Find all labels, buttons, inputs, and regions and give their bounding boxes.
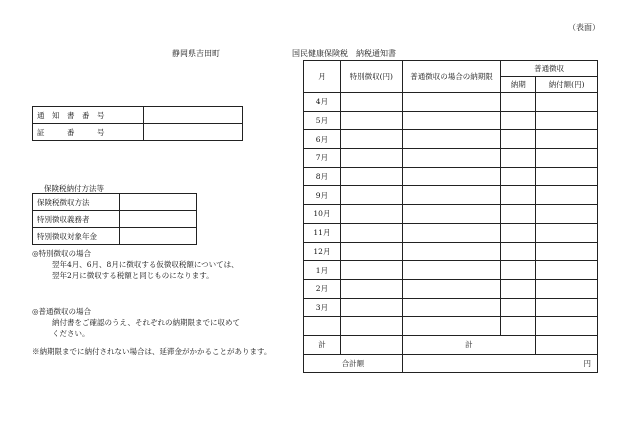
deadline-cell — [402, 279, 501, 298]
month-cell: 7月 — [304, 149, 341, 168]
special-amount-cell — [340, 167, 402, 186]
deadline-cell — [402, 93, 501, 112]
method-heading: 保険税納付方法等 — [44, 184, 104, 193]
term-cell — [501, 130, 536, 149]
term-cell — [501, 93, 536, 112]
deadline-cell — [402, 261, 501, 280]
side-label: （表面） — [568, 23, 600, 32]
collection-method-label: 保険税徴収方法 — [33, 194, 120, 211]
certificate-number-label: 証 番 号 — [33, 124, 144, 141]
payment-method-table — [32, 193, 197, 245]
deadline-cell — [402, 298, 501, 317]
document-title: 国民健康保険税 納税通知書 — [292, 49, 396, 58]
term-cell — [501, 149, 536, 168]
payment-schedule-table — [303, 60, 598, 373]
month-cell: 11月 — [304, 223, 341, 242]
deadline-cell — [402, 223, 501, 242]
term-cell — [501, 317, 536, 336]
amount-cell — [536, 93, 598, 112]
special-amount-cell — [340, 317, 402, 336]
amount-cell — [536, 167, 598, 186]
month-cell: 3月 — [304, 298, 341, 317]
amount-cell — [536, 111, 598, 130]
special-collection-line1: 翌年4月、6月、8月に徴収する仮徴収税額については、 — [52, 260, 239, 269]
withholding-agent-value — [120, 211, 197, 228]
amount-cell — [536, 223, 598, 242]
col-term-header: 納期 — [501, 77, 536, 93]
total-row — [304, 335, 598, 354]
month-cell: 12月 — [304, 242, 341, 261]
term-cell — [501, 279, 536, 298]
table-header-row — [304, 61, 598, 77]
month-cell: 1月 — [304, 261, 341, 280]
table-row — [33, 107, 243, 124]
collection-method-value — [120, 194, 197, 211]
withholding-agent-label: 特別徴収義務者 — [33, 211, 120, 228]
pension-label: 特別徴収対象年金 — [33, 228, 120, 245]
notice-number-table — [32, 106, 243, 141]
table-row — [304, 298, 598, 317]
amount-cell — [536, 298, 598, 317]
notice-number-label: 通 知 書 番 号 — [33, 107, 144, 124]
special-amount-cell — [340, 298, 402, 317]
town-name: 静岡県吉田町 — [172, 49, 220, 58]
grand-total-row — [304, 354, 598, 372]
table-row — [304, 111, 598, 130]
table-row — [304, 205, 598, 224]
amount-cell — [536, 261, 598, 280]
table-row — [304, 130, 598, 149]
special-amount-cell — [340, 242, 402, 261]
amount-cell — [536, 279, 598, 298]
table-row — [304, 279, 598, 298]
grand-total-value: 円 — [402, 354, 597, 372]
month-cell: 8月 — [304, 167, 341, 186]
amount-cell — [536, 186, 598, 205]
table-row — [304, 242, 598, 261]
term-cell — [501, 298, 536, 317]
ordinary-collection-heading: ◎普通徴収の場合 — [32, 307, 92, 316]
table-row — [33, 211, 197, 228]
deadline-cell — [402, 149, 501, 168]
month-cell: 10月 — [304, 205, 341, 224]
month-cell: 9月 — [304, 186, 341, 205]
deadline-cell — [402, 130, 501, 149]
total-ordinary-value — [536, 335, 598, 354]
special-collection-heading: ◎特別徴収の場合 — [32, 249, 92, 258]
deadline-cell — [402, 205, 501, 224]
table-row — [33, 228, 197, 245]
amount-cell — [536, 149, 598, 168]
amount-cell — [536, 242, 598, 261]
term-cell — [501, 167, 536, 186]
col-month-header: 月 — [304, 61, 341, 93]
amount-cell — [536, 205, 598, 224]
special-amount-cell — [340, 93, 402, 112]
term-cell — [501, 223, 536, 242]
deadline-cell — [402, 242, 501, 261]
special-collection-line2: 翌年2月に徴収する税額と同じものになります。 — [52, 271, 214, 280]
table-row — [304, 317, 598, 336]
deadline-cell — [402, 167, 501, 186]
table-row — [304, 261, 598, 280]
table-row — [304, 149, 598, 168]
amount-cell — [536, 130, 598, 149]
term-cell — [501, 186, 536, 205]
certificate-number-value — [144, 124, 243, 141]
term-cell — [501, 205, 536, 224]
special-amount-cell — [340, 186, 402, 205]
col-amount-header: 納付額(円) — [536, 77, 598, 93]
special-amount-cell — [340, 130, 402, 149]
special-amount-cell — [340, 111, 402, 130]
month-cell: 2月 — [304, 279, 341, 298]
col-ordinary-group-header: 普通徴収 — [501, 61, 598, 77]
total-special-value — [340, 335, 402, 354]
ordinary-collection-line1: 納付書をご確認のうえ、それぞれの納期限までに収めて — [52, 318, 240, 327]
col-deadline-header: 普通徴収の場合の納期限 — [402, 61, 501, 93]
col-special-header: 特別徴収(円) — [340, 61, 402, 93]
special-amount-cell — [340, 261, 402, 280]
deadline-cell — [402, 186, 501, 205]
table-row — [304, 186, 598, 205]
table-row — [33, 124, 243, 141]
pension-value — [120, 228, 197, 245]
total-label: 計 — [304, 335, 341, 354]
month-cell: 4月 — [304, 93, 341, 112]
term-cell — [501, 242, 536, 261]
month-cell: 6月 — [304, 130, 341, 149]
table-row — [304, 223, 598, 242]
grand-total-label: 合計額 — [304, 354, 403, 372]
deadline-cell — [402, 317, 501, 336]
special-amount-cell — [340, 223, 402, 242]
term-cell — [501, 261, 536, 280]
notice-number-value — [144, 107, 243, 124]
special-amount-cell — [340, 149, 402, 168]
month-cell: 5月 — [304, 111, 341, 130]
special-amount-cell — [340, 205, 402, 224]
month-cell — [304, 317, 341, 336]
deadline-cell — [402, 111, 501, 130]
table-row — [33, 194, 197, 211]
amount-cell — [536, 317, 598, 336]
table-row — [304, 167, 598, 186]
term-cell — [501, 111, 536, 130]
ordinary-collection-line2: ください。 — [52, 329, 90, 338]
total-label-ordinary: 計 — [402, 335, 535, 354]
table-row — [304, 93, 598, 112]
late-payment-note: ※納期限までに納付されない場合は、延滞金がかかることがあります。 — [32, 347, 272, 356]
special-amount-cell — [340, 279, 402, 298]
